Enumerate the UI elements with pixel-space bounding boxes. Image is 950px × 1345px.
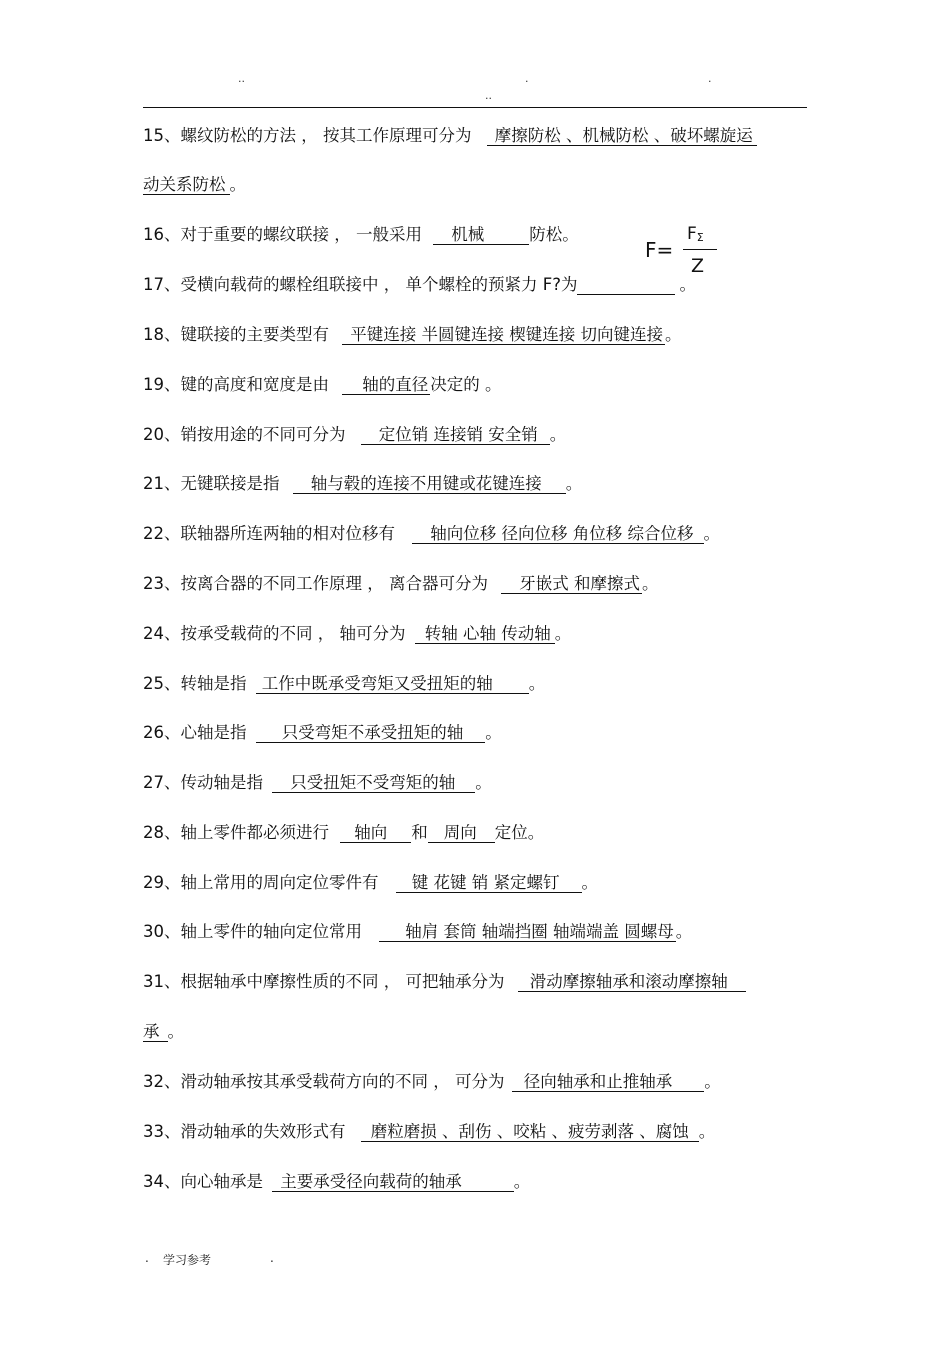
answer-blank: 轴与毂的连接不用键或花键连接: [293, 475, 566, 494]
question-15-continued: [143, 175, 246, 195]
question-23: [143, 574, 659, 594]
answer-blank: 平键连接 半圆键连接 楔键连接 切向键连接: [342, 326, 665, 345]
answer-blank: 轴向位移 径向位移 角位移 综合位移: [412, 525, 703, 544]
sentence-end: 。: [581, 873, 598, 892]
footer-label: 学习参考: [163, 1253, 212, 1267]
sentence-end: 。: [642, 574, 659, 593]
answer-blank: 工作中既承受弯矩又受扭矩的轴: [256, 675, 529, 694]
question-text-after: 定位。: [494, 823, 545, 842]
formula-numerator: FΣ: [687, 224, 704, 244]
answer-blank: 主要承受径向载荷的轴承: [272, 1173, 514, 1192]
answer-blank: 动关系防松: [143, 176, 230, 195]
sentence-end: 。: [513, 1172, 531, 1191]
question-28: [143, 823, 544, 843]
answer-blank: 滑动摩擦轴承和滚动摩擦轴: [518, 973, 746, 992]
question-27: [143, 773, 492, 793]
question-31-continued: [143, 1022, 184, 1042]
question-text: 轴上零件的轴向定位常用: [180, 922, 362, 941]
question-number: 28、: [143, 823, 181, 842]
question-25: [143, 674, 545, 694]
question-text: 轴上常用的周向定位零件有: [180, 873, 379, 892]
question-number: 27、: [143, 773, 181, 792]
question-text: 对于重要的螺纹联接 ， 一般采用: [180, 225, 422, 244]
header-dot-right: .: [708, 72, 712, 85]
question-number: 15、: [143, 126, 181, 145]
question-32: [143, 1072, 721, 1092]
question-text: 滑动轴承的失效形式有: [180, 1122, 346, 1141]
header-dots-left: ..: [238, 72, 245, 85]
sentence-end: 。: [698, 1122, 716, 1141]
sentence-end: 。: [665, 325, 682, 344]
question-number: 33、: [143, 1122, 181, 1141]
question-number: 24、: [143, 624, 181, 643]
question-text: 根据轴承中摩擦性质的不同 ， 可把轴承分为: [180, 972, 505, 991]
sentence-end: 。: [528, 674, 546, 693]
formula-subscript: Σ: [696, 231, 704, 244]
footer-dot-left: .: [145, 1251, 149, 1265]
question-number: 34、: [143, 1172, 181, 1191]
answer-blank: 径向轴承和止推轴承: [512, 1073, 705, 1092]
sentence-end: 。: [703, 524, 720, 543]
question-number: 31、: [143, 972, 181, 991]
question-text: 转轴是指: [180, 674, 247, 693]
question-22: [143, 524, 720, 544]
question-text: 传动轴是指: [180, 773, 263, 792]
question-19: [143, 375, 502, 395]
sentence-end: 。: [704, 1072, 721, 1091]
question-text: 无键联接是指: [180, 474, 280, 493]
question-29: [143, 873, 598, 893]
question-20: [143, 425, 566, 445]
question-26: [143, 723, 502, 743]
sentence-end: 。: [675, 922, 693, 941]
question-31: [143, 972, 746, 992]
answer-blank: 轴的直径: [342, 376, 430, 395]
question-text-after: 决定的 。: [430, 375, 502, 394]
question-number: 26、: [143, 723, 181, 742]
question-text: 轴上零件都必须进行: [180, 823, 329, 842]
question-16: [143, 225, 579, 245]
header-dot-middle: .: [525, 72, 529, 85]
formula-denominator: Z: [691, 255, 705, 277]
question-text: 向心轴承是: [180, 1172, 263, 1191]
header-dots-under: ..: [485, 89, 492, 102]
answer-blank: 轴肩 套筒 轴端挡圈 轴端端盖 圆螺母: [379, 923, 675, 942]
question-text: 螺纹防松的方法 ， 按其工作原理可分为: [180, 126, 472, 145]
question-text-mid: 和: [411, 823, 428, 842]
question-number: 25、: [143, 674, 181, 693]
question-text: 键的高度和宽度是由: [180, 375, 329, 394]
question-21: [143, 474, 582, 494]
answer-blank: 摩擦防松 、机械防松 、破坏螺旋运: [487, 127, 757, 146]
question-text: 键联接的主要类型有: [180, 325, 329, 344]
answer-blank: 牙嵌式 和摩擦式: [501, 575, 642, 594]
question-text: 按承受载荷的不同 ， 轴可分为: [180, 624, 406, 643]
question-text: 受横向载荷的螺栓组联接中 ， 单个螺栓的预紧力 F?为: [180, 275, 578, 294]
answer-blank: 只受扭矩不受弯矩的轴: [272, 774, 475, 793]
question-15: [143, 126, 757, 146]
header-rule: [143, 107, 807, 108]
question-number: 19、: [143, 375, 181, 394]
question-text-after: 防松。: [529, 225, 579, 244]
question-34: [143, 1172, 530, 1192]
sentence-end: 。: [229, 175, 246, 194]
answer-blank: 只受弯矩不承受扭矩的轴: [256, 724, 486, 743]
question-text: 按离合器的不同工作原理 ， 离合器可分为: [180, 574, 488, 593]
answer-blank: 承: [143, 1023, 168, 1042]
question-number: 21、: [143, 474, 181, 493]
question-text: 滑动轴承按其承受载荷方向的不同 ， 可分为: [180, 1072, 505, 1091]
preload-force-formula: [645, 222, 725, 282]
sentence-end: 。: [485, 723, 502, 742]
answer-blank: 定位销 连接销 安全销: [361, 426, 550, 445]
question-number: 20、: [143, 425, 181, 444]
answer-blank-circumferential: 周向: [428, 824, 495, 843]
sentence-end: 。: [554, 624, 572, 643]
footer-dot-right: .: [270, 1251, 274, 1265]
question-number: 32、: [143, 1072, 181, 1091]
formula-lhs: F=: [645, 238, 674, 262]
question-number: 29、: [143, 873, 181, 892]
sentence-end: 。: [475, 773, 492, 792]
answer-blank: 机械: [433, 226, 529, 245]
question-number: 23、: [143, 574, 181, 593]
sentence-end: 。: [679, 275, 696, 294]
sentence-end: 。: [549, 425, 567, 444]
answer-blank: [577, 276, 675, 295]
question-text: 联轴器所连两轴的相对位移有: [180, 524, 395, 543]
question-text: 销按用途的不同可分为: [180, 425, 346, 444]
sentence-end: 。: [167, 1022, 184, 1041]
answer-blank: 转轴 心轴 传动轴: [415, 625, 555, 644]
question-number: 18、: [143, 325, 181, 344]
question-number: 16、: [143, 225, 181, 244]
answer-blank: 键 花键 销 紧定螺钉: [396, 874, 582, 893]
question-24: [143, 624, 571, 644]
answer-blank: 磨粒磨损 、刮伤 、咬粘 、疲劳剥落 、腐蚀: [361, 1123, 699, 1142]
fraction-bar: [683, 249, 717, 250]
question-text: 心轴是指: [180, 723, 247, 742]
question-number: 30、: [143, 922, 181, 941]
answer-blank-axial: 轴向: [340, 824, 411, 843]
question-30: [143, 922, 692, 942]
question-33: [143, 1122, 715, 1142]
question-number: 17、: [143, 275, 181, 294]
question-17: [143, 275, 696, 295]
sentence-end: 。: [565, 474, 583, 493]
question-18: [143, 325, 682, 345]
question-number: 22、: [143, 524, 181, 543]
